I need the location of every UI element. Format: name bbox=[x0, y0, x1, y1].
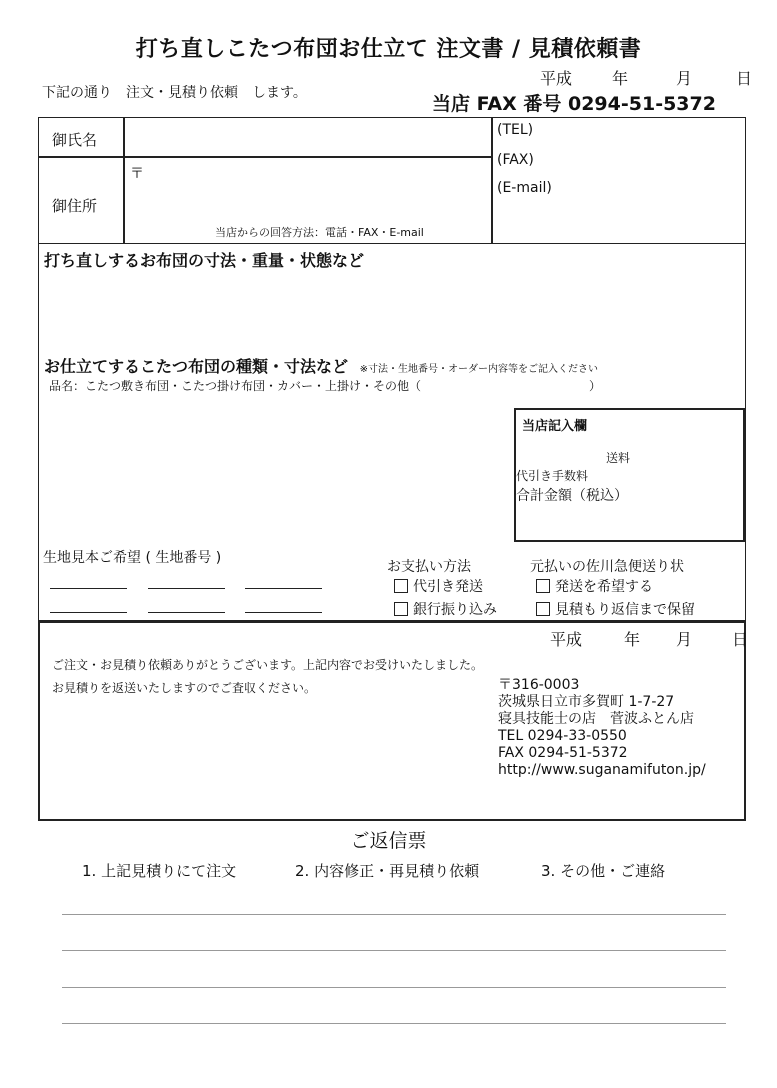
payment-option-cod[interactable] bbox=[394, 576, 483, 596]
total-label: 合計金額（税込） bbox=[516, 488, 628, 504]
header-date bbox=[540, 66, 752, 89]
payment-label: お支払い方法 bbox=[387, 559, 471, 575]
store-name: 寝具技能士の店 菅波ふとん店 bbox=[498, 711, 694, 727]
reply-writing-line[interactable] bbox=[62, 914, 726, 915]
store-use-heading: 当店記入欄 bbox=[522, 419, 588, 434]
name-label: 御氏名 bbox=[52, 131, 98, 149]
shipping-option-send[interactable] bbox=[536, 576, 653, 596]
fabric-number-field[interactable] bbox=[148, 588, 225, 589]
fabric-number-field[interactable] bbox=[245, 588, 322, 589]
reply-writing-line[interactable] bbox=[62, 1023, 726, 1024]
payment-option-label: 代引き発送 bbox=[413, 579, 483, 595]
fabric-number-field[interactable] bbox=[50, 588, 127, 589]
date-day: 日 bbox=[732, 630, 749, 649]
reply-option-other[interactable]: 3. その他・ご連絡 bbox=[541, 862, 666, 880]
date-month: 月 bbox=[676, 69, 693, 88]
reply-writing-line[interactable] bbox=[62, 950, 726, 951]
product-types-line: 品名：こたつ敷き布団・こたつ掛け布団・カバー・上掛け・その他（ ） bbox=[49, 379, 602, 393]
date-era: 平成 bbox=[550, 630, 583, 649]
fabric-sample-label: 生地見本ご希望 ( 生地番号 ) bbox=[43, 550, 222, 566]
tailoring-heading-text: お仕立てするこたつ布団の種類・寸法など bbox=[44, 357, 349, 376]
date-year: 年 bbox=[624, 630, 641, 649]
fabric-number-field[interactable] bbox=[50, 612, 127, 613]
refurbish-details-field[interactable] bbox=[44, 272, 734, 348]
store-address: 茨城県日立市多賀町 1-7-27 bbox=[498, 694, 675, 710]
cod-fee-label: 代引き手数料 bbox=[516, 469, 589, 483]
date-era: 平成 bbox=[540, 69, 573, 88]
shipping-option-label: 発送を希望する bbox=[555, 579, 653, 595]
shipping-slip-label: 元払いの佐川急便送り状 bbox=[530, 559, 684, 575]
date-year: 年 bbox=[612, 69, 629, 88]
form-title: 打ち直しこたつ布団お仕立て 注文書 / 見積依頼書 bbox=[135, 37, 642, 62]
reply-slip-title: ご返信票 bbox=[350, 830, 427, 852]
reply-option-order[interactable]: 1. 上記見積りにて注文 bbox=[82, 862, 237, 880]
confirmation-date bbox=[550, 627, 748, 650]
checkbox-icon[interactable] bbox=[394, 579, 408, 593]
payment-option-bank[interactable] bbox=[394, 599, 497, 619]
checkbox-icon[interactable] bbox=[394, 602, 408, 616]
address-label: 御住所 bbox=[52, 197, 98, 215]
name-field[interactable] bbox=[126, 119, 489, 155]
tailoring-details-field[interactable] bbox=[44, 400, 504, 536]
email-label: (E-mail) bbox=[497, 180, 552, 196]
reply-method-text: 当店からの回答方法：電話・FAX・E-mail bbox=[215, 226, 424, 239]
shipping-option-label: 見積もり返信まで保留 bbox=[555, 602, 695, 618]
intro-text: 下記の通り 注文・見積り依頼 します。 bbox=[42, 85, 307, 101]
fabric-number-field[interactable] bbox=[148, 612, 225, 613]
reply-option-revise[interactable]: 2. 内容修正・再見積り依頼 bbox=[295, 862, 480, 880]
postal-mark: 〒 bbox=[130, 166, 144, 182]
reply-writing-line[interactable] bbox=[62, 987, 726, 988]
date-month: 月 bbox=[676, 630, 693, 649]
store-fax: FAX 0294-51-5372 bbox=[498, 745, 628, 761]
store-tel: TEL 0294-33-0550 bbox=[498, 728, 627, 744]
thanks-text: ご注文・お見積り依頼ありがとうございます。上記内容でお受けいたしました。 bbox=[52, 658, 484, 672]
shipping-option-hold[interactable] bbox=[536, 599, 695, 619]
tailoring-note: ※寸法・生地番号・オーダー内容等をご記入ください bbox=[359, 364, 598, 375]
refurbish-heading: 打ち直しするお布団の寸法・重量・状態など bbox=[44, 251, 365, 270]
fax-label: (FAX) bbox=[497, 152, 534, 168]
checkbox-icon[interactable] bbox=[536, 579, 550, 593]
store-fax-number: 当店 FAX 番号 0294-51-5372 bbox=[432, 93, 716, 115]
shipping-fee-label: 送料 bbox=[606, 451, 631, 465]
estimate-text: お見積りを返送いたしますのでご査収ください。 bbox=[52, 681, 317, 695]
tel-label: (TEL) bbox=[497, 122, 534, 138]
store-address-block bbox=[498, 677, 706, 779]
store-url[interactable]: http://www.suganamifuton.jp/ bbox=[498, 762, 706, 778]
checkbox-icon[interactable] bbox=[536, 602, 550, 616]
address-field[interactable] bbox=[126, 158, 489, 220]
date-day: 日 bbox=[736, 69, 753, 88]
tailoring-heading bbox=[44, 354, 598, 377]
payment-option-label: 銀行振り込み bbox=[413, 602, 497, 618]
store-postal-code: 〒316-0003 bbox=[498, 677, 580, 693]
fabric-number-field[interactable] bbox=[245, 612, 322, 613]
